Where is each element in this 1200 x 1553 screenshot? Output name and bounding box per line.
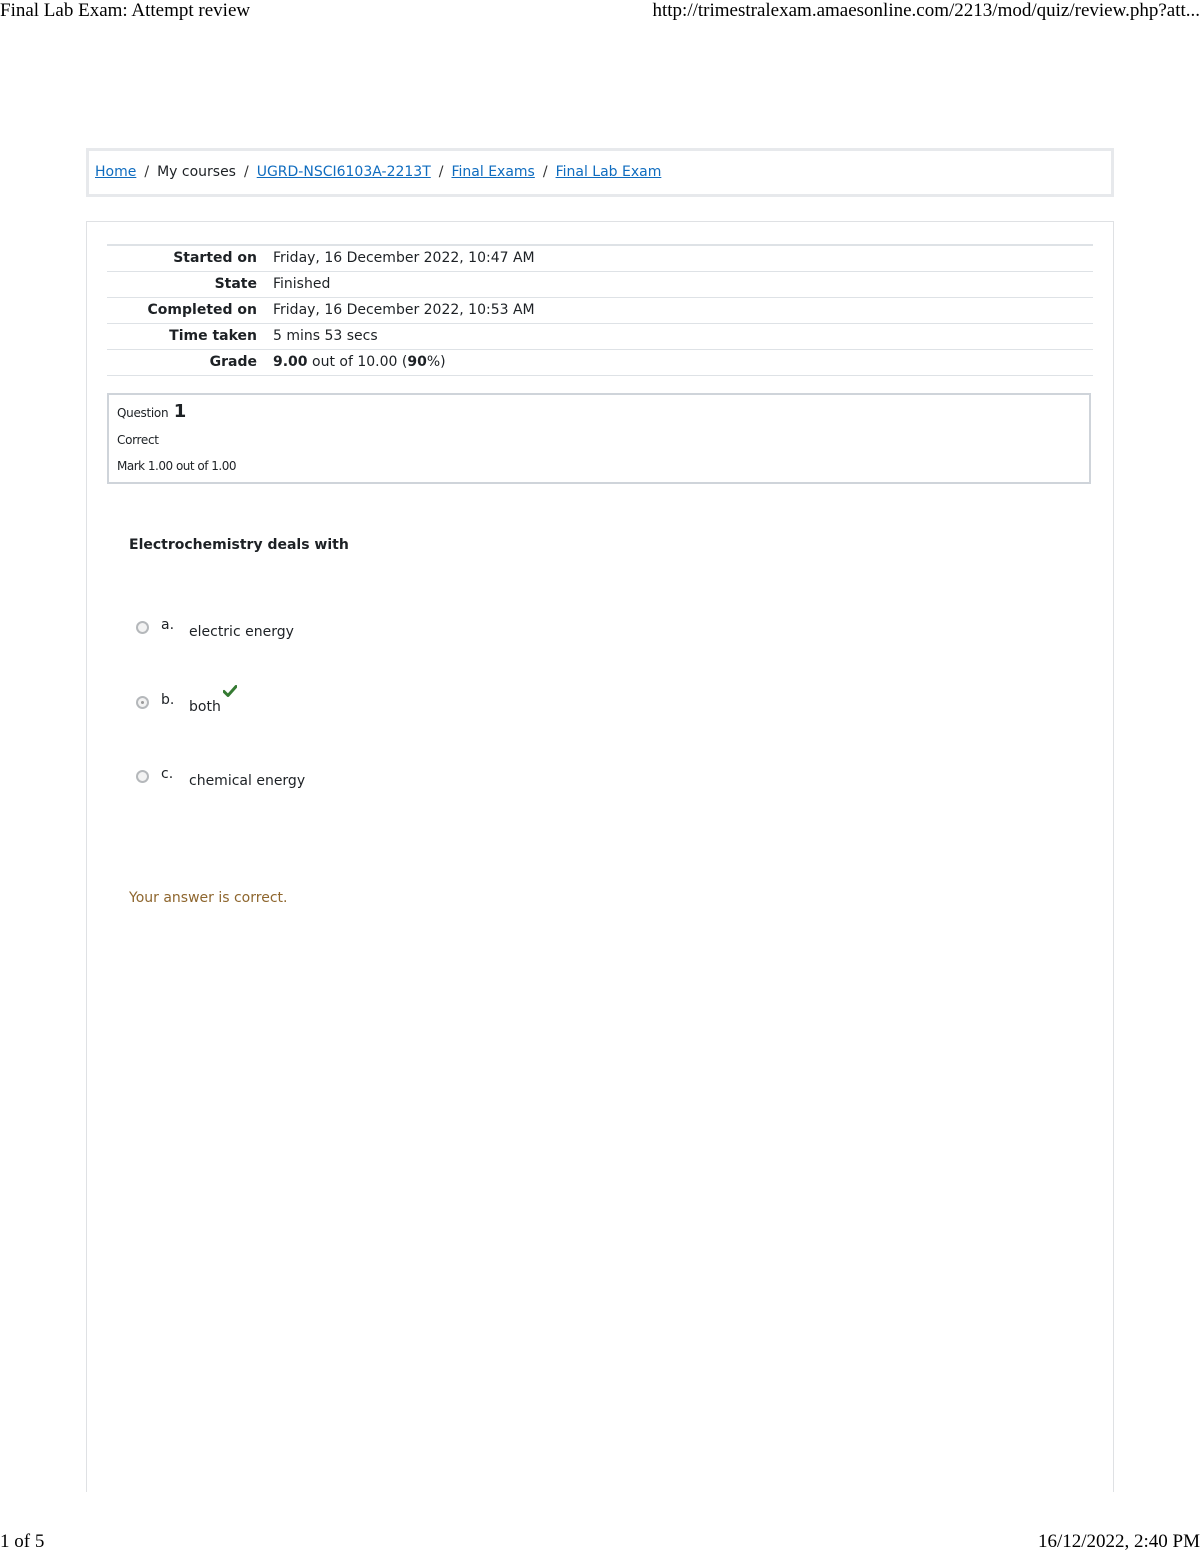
radio-icon[interactable] bbox=[136, 621, 149, 634]
correct-check-icon bbox=[223, 685, 237, 697]
started-on-value: Friday, 16 December 2022, 10:47 AM bbox=[273, 250, 535, 267]
summary-row-completed bbox=[107, 297, 1093, 323]
answer-option-a[interactable] bbox=[136, 617, 536, 651]
breadcrumb-separator: / bbox=[542, 164, 548, 180]
completed-on-value: Friday, 16 December 2022, 10:53 AM bbox=[273, 302, 535, 318]
state-value: Finished bbox=[273, 276, 331, 292]
breadcrumb-container bbox=[86, 148, 1114, 197]
breadcrumb-separator: / bbox=[438, 164, 444, 180]
grade-score: 9.00 bbox=[273, 354, 308, 370]
breadcrumb-separator: / bbox=[243, 164, 249, 180]
question-state: Correct bbox=[117, 433, 159, 447]
question-number bbox=[117, 401, 186, 422]
answer-text-wrap bbox=[189, 699, 237, 715]
grade-value bbox=[273, 349, 1093, 375]
question-info-box bbox=[107, 393, 1091, 484]
grade-percent: 90 bbox=[407, 354, 427, 370]
started-on-label: Started on bbox=[173, 250, 257, 267]
print-footer-datetime: 16/12/2022, 2:40 PM bbox=[1037, 1531, 1200, 1552]
answer-letter: c. bbox=[161, 766, 174, 782]
breadcrumb bbox=[95, 164, 661, 180]
answer-text: electric energy bbox=[189, 624, 294, 640]
breadcrumb-my-courses: My courses bbox=[157, 164, 236, 180]
question-mark: Mark 1.00 out of 1.00 bbox=[117, 459, 237, 473]
grade-open-paren: ( bbox=[401, 354, 408, 370]
completed-on-label: Completed on bbox=[147, 302, 257, 318]
print-header-title: Final Lab Exam: Attempt review bbox=[0, 0, 251, 21]
question-label: Question bbox=[117, 406, 169, 420]
answer-option-c[interactable] bbox=[136, 766, 536, 800]
breadcrumb-home-link[interactable]: Home bbox=[95, 164, 137, 180]
grade-close: %) bbox=[426, 354, 446, 370]
answer-text: chemical energy bbox=[189, 773, 306, 789]
attempt-summary-table bbox=[107, 244, 1093, 376]
state-label: State bbox=[214, 276, 257, 292]
answer-letter: b. bbox=[161, 692, 175, 708]
grade-label: Grade bbox=[209, 354, 257, 370]
time-taken-label: Time taken bbox=[169, 328, 257, 344]
breadcrumb-section-link[interactable]: Final Exams bbox=[451, 164, 535, 180]
summary-row-started bbox=[107, 245, 1093, 271]
radio-icon[interactable] bbox=[136, 770, 149, 783]
print-footer-page: 1 of 5 bbox=[0, 1531, 45, 1552]
print-header-url: http://trimestralexam.amaesonline.com/2213/mod/quiz/review.php?att... bbox=[652, 0, 1200, 21]
time-taken-value: 5 mins 53 secs bbox=[273, 328, 378, 344]
breadcrumb-quiz-link[interactable]: Final Lab Exam bbox=[555, 164, 662, 180]
radio-checked-icon[interactable] bbox=[136, 696, 149, 709]
grade-out-of: out of 10.00 bbox=[312, 354, 398, 370]
breadcrumb-separator: / bbox=[144, 164, 150, 180]
summary-row-time bbox=[107, 323, 1093, 349]
answer-text: both bbox=[189, 699, 221, 715]
summary-row-grade bbox=[107, 349, 1093, 375]
summary-row-state bbox=[107, 271, 1093, 297]
question-number-value: 1 bbox=[173, 401, 187, 422]
answer-option-b[interactable] bbox=[136, 692, 536, 726]
answer-feedback: Your answer is correct. bbox=[129, 890, 288, 906]
breadcrumb-course-link[interactable]: UGRD-NSCI6103A-2213T bbox=[256, 164, 431, 180]
question-text: Electrochemistry deals with bbox=[129, 537, 349, 553]
answer-letter: a. bbox=[161, 617, 175, 633]
